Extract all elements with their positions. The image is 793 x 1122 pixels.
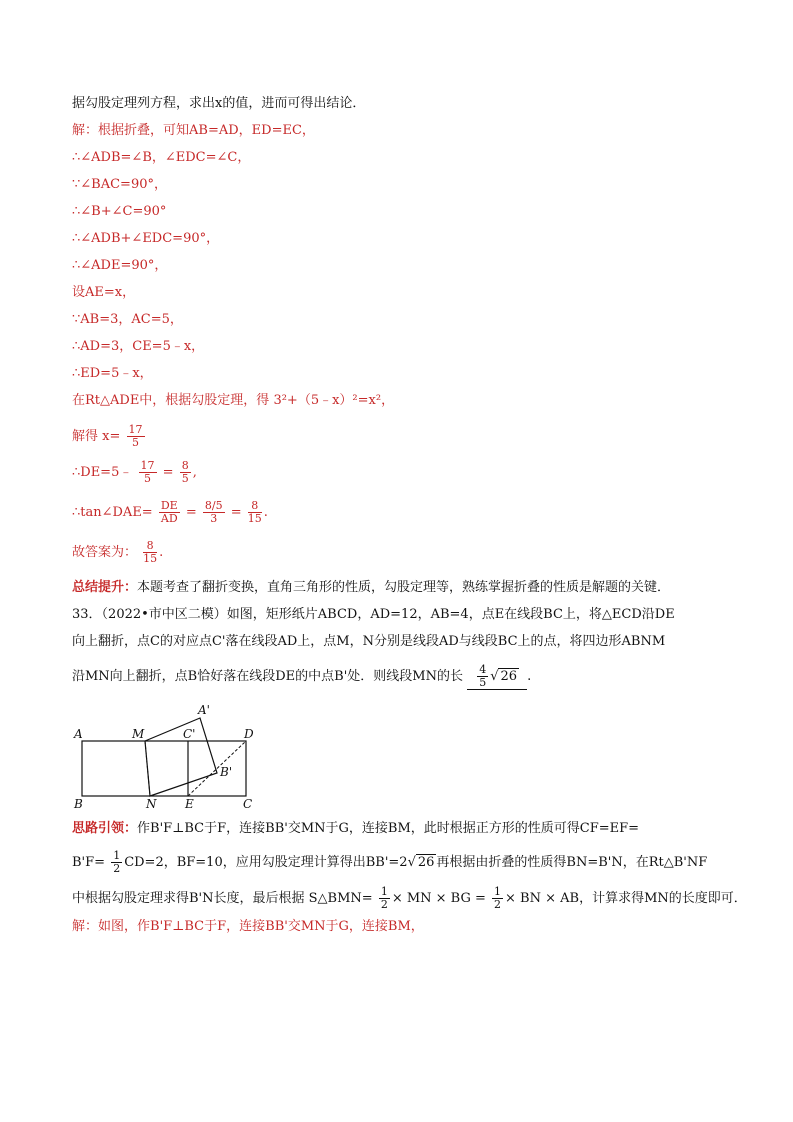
solution2-text: 如图，作B'F⊥BC于F，连接BB'交MN于G，连接BM， [98,919,424,934]
label-a-prime: A' [198,703,210,717]
solution2-label: 解： [72,919,99,934]
summary-text: 本题考查了翻折变换，直角三角形的性质，勾股定理等，熟练掌握折叠的性质是解题的关键． [137,580,671,595]
problem-line-1: 33．（2022•市中区二模）如图，矩形纸片ABCD，AD=12，AB=4，点E在线段BC上，将△ECD沿DE [72,607,675,622]
hint-label: 思路引领： [72,821,138,836]
solution-line-9: ∴AD=3，CE=5﹣x， [72,339,205,354]
label-a: A [74,727,83,741]
folded-quadrilateral [145,718,217,796]
label-e: E [185,797,194,810]
solution-line-14: ∴tan∠DAE= $\frac{DE}{AD}$ = $\frac{8/5}{3}$ = $\frac{8}{15}$ . [72,499,268,525]
solution-line-13: ∴DE=5﹣ $\frac{17}{5}$ = $\frac{8}{5}$ , [72,459,197,485]
fraction-17-5b: $\frac{17}{5}$ [140,459,155,485]
answer-line: 故答案为： $\frac{8}{15}$ . [72,539,164,565]
solution-line-8: ∵AB=3，AC=5， [72,312,183,327]
fraction-answer: $\frac{8}{15}$ [143,539,158,565]
solution-line-11: 在Rt△ADE中，根据勾股定理，得 3²+（5﹣x）²=x²， [72,393,395,408]
answer-text: 故答案为： [72,545,138,560]
solution2-line [72,918,424,936]
hint-text: 作B'F⊥BC于F，连接BB'交MN于G，连接BM，此时根据正方形的性质可得CF=EF= [137,821,640,836]
hint-mid-text: CD=2，BF=10，应用勾股定理计算得出BB'=2 [124,855,408,870]
hint-post-text: 再根据由折叠的性质得BN=B'N，在Rt△B'NF [436,855,708,870]
hint-mid2: × BN × AB，计算求得MN的长度即可． [505,891,747,906]
solution-line-2: ∴∠ADB=∠B，∠EDC=∠C， [72,150,251,165]
problem-line-3: 沿MN向上翻折，点B恰好落在线段DE的中点B'处．则线段MN的长 $\frac{4}{5}$ √ 26 . [72,663,532,689]
solution-line-7: 设AE=x， [72,285,136,300]
label-c: C [243,797,253,810]
label-d: D [244,727,254,741]
solution-text: 根据折叠，可知AB=AD，ED=EC， [98,123,315,138]
fraction-8-5: $\frac{8}{5}$ [181,459,189,485]
label-c-prime: C' [183,727,196,741]
solution-label: 解： [72,123,99,138]
fraction-1-2b: $\frac{1}{2}$ [380,885,388,911]
radicand: 26 [500,669,518,684]
label-m: M [132,727,145,741]
hint-line-2: B'F= $\frac{1}{2}$ CD=2，BF=10，应用勾股定理计算得出BB'=2√ 26 再根据由折叠的性质得BN=B'N，在Rt△B'NF [72,849,708,875]
solution-line-10: ∴ED=5﹣x， [72,366,153,381]
fraction-de-ad: $\frac{DE}{AD}$ [160,499,178,525]
fraction-8-15: $\frac{8}{15}$ [247,499,262,525]
fraction-1-2c: $\frac{1}{2}$ [494,885,502,911]
intro-line: 据勾股定理列方程，求出x的值，进而可得出结论． [72,96,366,111]
summary-label: 总结提升： [72,580,138,595]
fraction-4-5: $\frac{4}{5}$ [479,663,487,689]
fraction-17-5: $\frac{17}{5}$ [128,423,143,449]
solve-x-text: 解得 x= [72,429,121,444]
solution-line-12 [72,424,147,449]
label-b-prime: B' [220,765,233,779]
segment-e-d-dashed [188,741,246,796]
geometry-figure [70,700,270,810]
hint-mid1: × MN × BG = [391,891,486,906]
summary-line [72,579,670,597]
fraction-85-3: $\frac{8/5}{3}$ [204,499,223,525]
tan-text: ∴tan∠DAE= [72,505,153,520]
fraction-1-2: $\frac{1}{2}$ [113,849,121,875]
problem-line-2: 向上翻折，点C的对应点C'落在线段AD上，点M，N分别是线段AD与线段BC上的点，将四边形ABNM [72,634,666,649]
problem-text: 沿MN向上翻折，点B恰好落在线段DE的中点B'处．则线段MN的长 [72,669,463,684]
hint-area-text: 中根据勾股定理求得B'N长度，最后根据 S△BMN= [72,891,373,906]
hint-radicand: 26 [417,855,435,870]
hint-line-3 [72,886,747,911]
label-b: B [74,797,83,810]
de-text: ∴DE=5﹣ [72,465,133,480]
answer-blank: $\frac{4}{5}$ √ 26 [467,664,527,690]
solution-line-5: ∴∠ADB+∠EDC=90°， [72,231,220,246]
hint-line-1 [72,820,639,838]
solution-line-6: ∴∠ADE=90°， [72,258,168,273]
solution-line-1 [72,122,315,140]
hint-bf-text: B'F= [72,855,106,870]
label-n: N [146,797,157,810]
solution-line-3: ∵∠BAC=90°， [72,177,167,192]
solution-line-4: ∴∠B+∠C=90° [72,204,167,219]
